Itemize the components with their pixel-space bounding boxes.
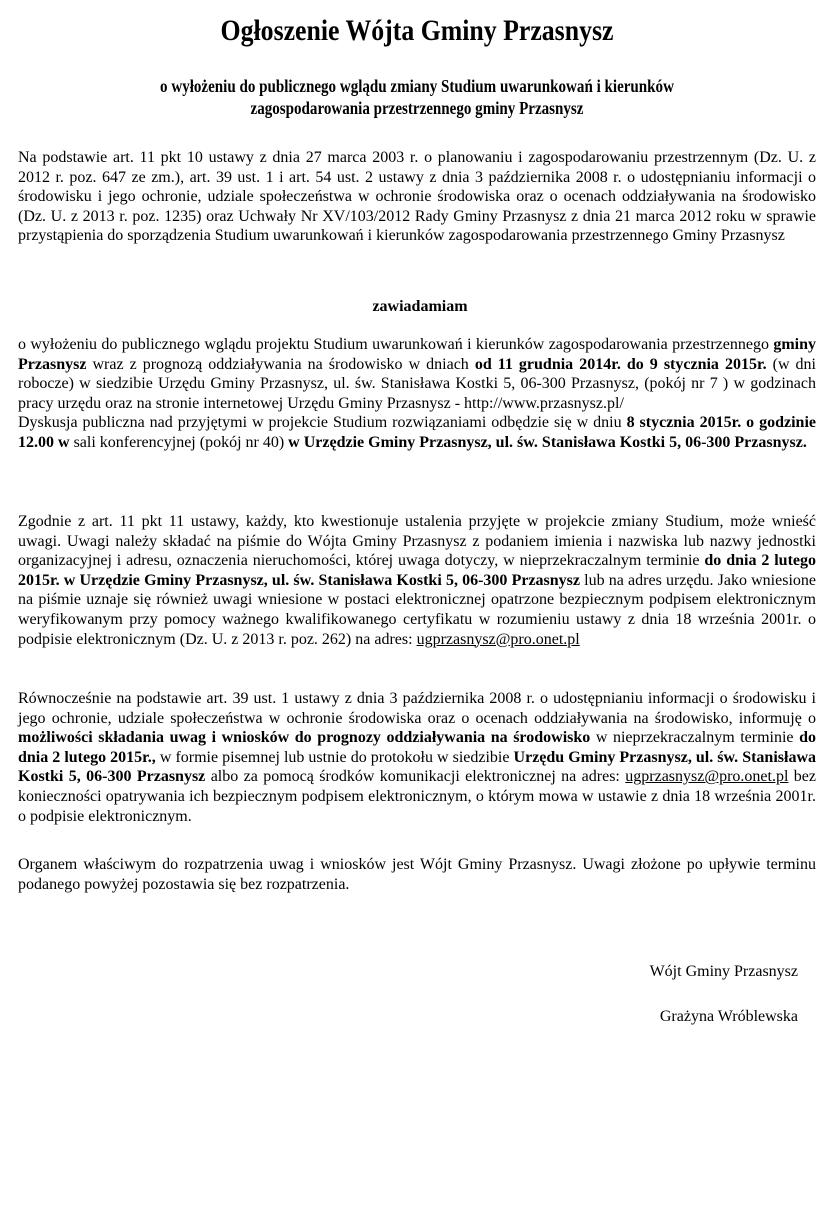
- p4-bold-address: Urzędu Gminy Przasnysz, ul. św. Stanisława Kostki 5, 06-300 Przasnysz: [18, 748, 816, 786]
- remarks-paragraph: [18, 512, 816, 649]
- closing-paragraph: Organem właściwym do rozpatrzenia uwag i wniosków jest Wójt Gminy Przasnysz. Uwagi złożone po upływie terminu podanego powyżej pozostawia się bez rozpatrzenia.: [18, 856, 816, 893]
- p2-bold-dates: od 11 grudnia 2014r. do 9 stycznia 2015r.: [474, 355, 767, 373]
- p3-bold-deadline: do dnia 2 lutego 2015r. w Urzędzie Gminy Przasnysz, ul. św. Stanisława Kostki 5, 06-300 Przasnysz: [18, 552, 816, 589]
- p2-text-1: o wyłożeniu do publicznego wglądu projektu Studium uwarunkowań i kierunków zagospodarowania przestrzennego: [18, 336, 774, 353]
- p4-text-3: w formie pisemnej lub ustnie do protokołu w siedzibie: [155, 748, 514, 766]
- intro-paragraph: Na podstawie art. 11 pkt 10 ustawy z dnia 27 marca 2003 r. o planowaniu i zagospodarowaniu przestrzennym (Dz. U. z 2012 r. poz. 647 ze zm.), art. 39 ust. 1 i art. 54 ust. 2 ustawy z dnia 3 października 2008 r. o udostępnianiu informacji o środowisku i jego ochronie, udziale społeczeństwa w ochronie środowiska oraz o ocenach oddziaływania na środowisko (Dz. U. z 2013 r. poz. 1235) oraz Uchwały Nr XV/103/2012 Rady Gminy Przasnysz z dnia 21 marca 2012 roku w sprawie przystąpienia do sporządzenia Studium uwarunkowań i kierunków zagospodarowania przestrzennego Gminy Przasnysz: [18, 149, 816, 245]
- p2-text-3: (w dni robocze) w siedzibie Urzędu Gminy Przasnysz, ul. św. Stanisława Kostki 5, 06-300 Przasnysz, (pokój nr 7 ) w godzinach pracy urzędu oraz na stronie internetowej Urzędu Gminy Przasnysz - http://www.przasnysz.pl/: [18, 355, 817, 412]
- p2-text-2: wraz z prognozą oddziaływania na środowisko w dniach: [86, 355, 475, 373]
- exhibition-paragraph: [18, 335, 816, 453]
- p4-bold-1: możliwości składania uwag i wniosków do prognozy oddziaływania na środowisko: [18, 729, 591, 747]
- subtitle-line-2: zagospodarowania przestrzennego gminy Przasnysz: [250, 98, 584, 118]
- announce-heading: zawiadamiam: [372, 298, 468, 315]
- p3-text-1: Zgodnie z art. 11 pkt 11 ustawy, każdy, kto kwestionuje ustalenia przyjęte w projekcie zmiany Studium, może wnieść uwagi. Uwagi należy składać na piśmie do Wójta Gminy Przasnysz z podaniem imienia i nazwiska lub nazwy jednostki organizacyjnej i adresu, oznaczenia nieruchomości, której uwaga dotyczy, w nieprzekraczalnym terminie: [18, 513, 816, 570]
- signature-name: Grażyna Wróblewska: [659, 1008, 798, 1025]
- document-title: Ogłoszenie Wójta Gminy Przasnysz: [220, 14, 614, 47]
- signature-office: Wójt Gminy Przasnysz: [649, 963, 798, 980]
- p4-text-2: w nieprzekraczalnym terminie: [590, 729, 800, 747]
- subtitle-line-1: o wyłożeniu do publicznego wglądu zmiany Studium uwarunkowań i kierunków: [160, 76, 674, 96]
- p4-text-5: bez konieczności opatrywania ich bezpiecznym podpisem elektronicznym, o którym mowa w ustawie z dnia 18 września 2001r. o podpisie elektronicznym.: [18, 768, 817, 825]
- p2-text-4: Dyskusja publiczna nad przyjętymi w projekcie Studium rozwiązaniami odbędzie się w dniu: [18, 414, 627, 432]
- email-link[interactable]: ugprzasnysz@pro.onet.pl: [416, 630, 580, 648]
- email-link[interactable]: ugprzasnysz@pro.onet.pl: [625, 768, 789, 786]
- p3-text-2: lub na adres urzędu. Jako wniesione na piśmie uznaje się również uwagi wniesione w postaci elektronicznej opatrzone bezpiecznym podpisem elektronicznym weryfikowanym przy pomocy ważnego kwalifikowanego certyfikatu w rozumieniu ustawy z dnia 18 września 2001r. o podpisie elektronicznym (Dz. U. z 2013 r. poz. 262) na adres:: [18, 571, 816, 648]
- p2-text-5: sali konferencyjnej (pokój nr 40): [69, 433, 289, 451]
- p2-bold-address: w Urzędzie Gminy Przasnysz, ul. św. Stanisława Kostki 5, 06-300 Przasnysz.: [288, 433, 807, 451]
- p4-text-4: albo za pomocą środków komunikacji elektronicznej na adres:: [205, 768, 626, 786]
- p2-bold-discussion-date: 8 stycznia 2015r. o godzinie 12.00 w: [18, 414, 817, 451]
- p4-text-1: Równocześnie na podstawie art. 39 ust. 1 ustawy z dnia 3 października 2008 r. o udostępnianiu informacji o środowisku i jego ochronie, udziale społeczeństwa w ochronie środowiska oraz o ocenach oddziaływania na środowisko, informuję o: [18, 690, 816, 727]
- forecast-paragraph: [18, 689, 816, 826]
- p2-bold-1: gminy Przasnysz: [18, 336, 816, 373]
- p4-bold-deadline: do dnia 2 lutego 2015r.,: [18, 729, 816, 766]
- document-subtitle: [74, 48, 760, 119]
